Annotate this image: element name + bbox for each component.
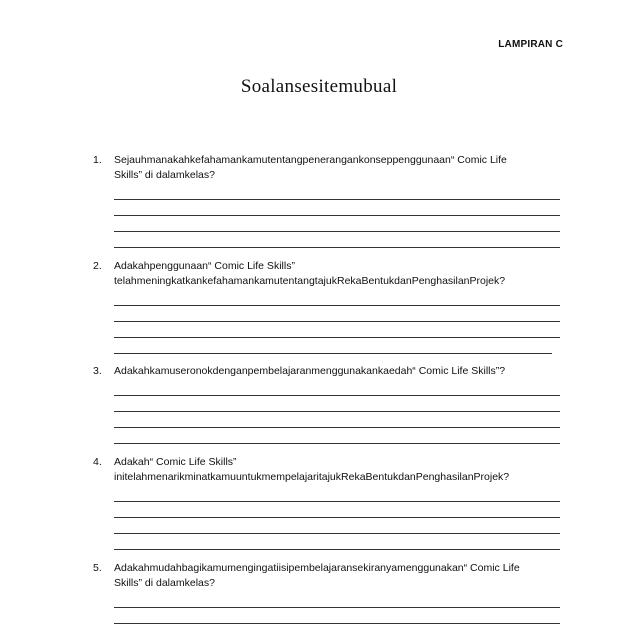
question-text-line: Adakah“ Comic Life Skills” xyxy=(114,456,237,468)
answer-line[interactable] xyxy=(114,486,560,502)
answer-lines[interactable] xyxy=(114,486,563,550)
question-3 xyxy=(93,364,563,444)
answer-line[interactable] xyxy=(114,232,560,248)
question-text-line: Sejauhmanakahkefahamankamutentangpenerangankonseppenggunaan“ Comic Life xyxy=(114,154,507,166)
question-number: 3. xyxy=(93,365,102,377)
answer-line[interactable] xyxy=(114,608,560,624)
question-text-line: telahmeningkatkankefahamankamutentangtajukRekaBentukdanPenghasilanProjek? xyxy=(114,275,506,287)
answer-line[interactable] xyxy=(114,428,560,444)
question-4 xyxy=(93,455,563,550)
answer-line[interactable] xyxy=(114,518,560,534)
answer-lines[interactable] xyxy=(114,380,563,444)
appendix-label: LAMPIRAN C xyxy=(498,39,563,50)
answer-line[interactable] xyxy=(114,592,560,608)
answer-line[interactable] xyxy=(114,322,560,338)
answer-line[interactable] xyxy=(114,412,560,428)
question-1 xyxy=(93,153,563,248)
question-text-line: Adakahpenggunaan“ Comic Life Skills” xyxy=(114,260,295,272)
answer-line[interactable] xyxy=(114,338,552,354)
question-text-line: Adakahkamuseronokdenganpembelajaranmenggunakankaedah“ Comic Life Skills”? xyxy=(114,365,506,377)
question-text xyxy=(114,455,563,485)
answer-lines[interactable] xyxy=(114,184,563,248)
question-text-line: Adakahmudahbagikamumengingatiisipembelajaransekiranyamenggunakan“ Comic Life xyxy=(114,562,520,574)
answer-lines[interactable] xyxy=(114,592,563,624)
question-number: 5. xyxy=(93,562,102,574)
answer-line[interactable] xyxy=(114,502,560,518)
question-number: 1. xyxy=(93,154,102,166)
answer-line[interactable] xyxy=(114,290,560,306)
question-2 xyxy=(93,259,563,354)
answer-line[interactable] xyxy=(114,534,560,550)
question-text xyxy=(114,259,563,289)
question-number: 2. xyxy=(93,260,102,272)
question-text xyxy=(114,153,563,183)
answer-line[interactable] xyxy=(114,396,560,412)
answer-lines[interactable] xyxy=(114,290,563,354)
answer-line[interactable] xyxy=(114,184,560,200)
answer-line[interactable] xyxy=(114,380,560,396)
question-text-line: initelahmenarikminatkamuuntukmempelajaritajukRekaBentukdanPenghasilanProjek? xyxy=(114,471,510,483)
question-text-line: Skills” di dalamkelas? xyxy=(114,577,215,589)
question-number: 4. xyxy=(93,456,102,468)
question-5 xyxy=(93,561,563,624)
question-text-line: Skills” di dalamkelas? xyxy=(114,169,215,181)
page-title: Soalansesitemubual xyxy=(240,76,398,97)
question-text xyxy=(114,364,563,379)
answer-line[interactable] xyxy=(114,306,560,322)
answer-line[interactable] xyxy=(114,200,560,216)
question-text xyxy=(114,561,563,591)
answer-line[interactable] xyxy=(114,216,560,232)
